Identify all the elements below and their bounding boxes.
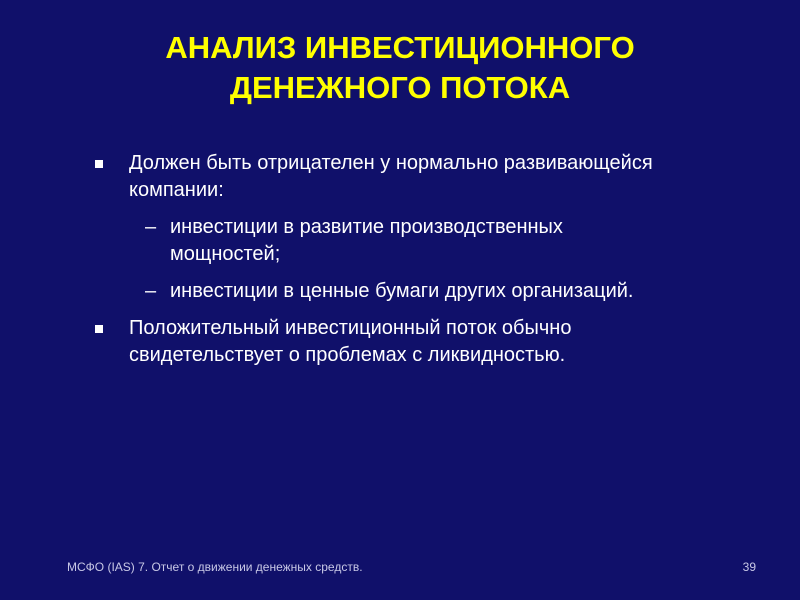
dash-marker: – — [145, 216, 157, 238]
slide-number: 39 — [742, 560, 756, 574]
slide-footer: МСФО (IAS) 7. Отчет о движении денежных средств. — [67, 560, 363, 574]
sub-item-2 — [92, 278, 732, 305]
sub-item-1-line-2: мощностей; — [170, 243, 281, 265]
bullet-item-1 — [92, 150, 732, 204]
bullet-item-2 — [92, 315, 732, 369]
bullet-2-line-1: Положительный инвестиционный поток обычно — [129, 317, 572, 339]
bullet-1-line-2: компании: — [129, 179, 224, 201]
bullet-1-line-1: Должен быть отрицателен у нормально развивающейся — [129, 152, 653, 174]
sub-item-2-line-1: инвестиции в ценные бумаги других организаций. — [170, 280, 634, 302]
square-bullet-icon — [95, 160, 103, 168]
sub-item-1 — [92, 214, 732, 268]
slide-title — [0, 28, 800, 108]
slide-body — [92, 150, 732, 379]
title-line-1: АНАЛИЗ ИНВЕСТИЦИОННОГО — [165, 30, 635, 65]
title-line-2: ДЕНЕЖНОГО ПОТОКА — [229, 70, 571, 105]
sub-item-1-line-1: инвестиции в развитие производственных — [170, 216, 563, 238]
bullet-2-line-2: свидетельствует о проблемах с ликвидностью. — [129, 344, 566, 366]
dash-marker: – — [145, 280, 157, 302]
square-bullet-icon — [95, 325, 103, 333]
